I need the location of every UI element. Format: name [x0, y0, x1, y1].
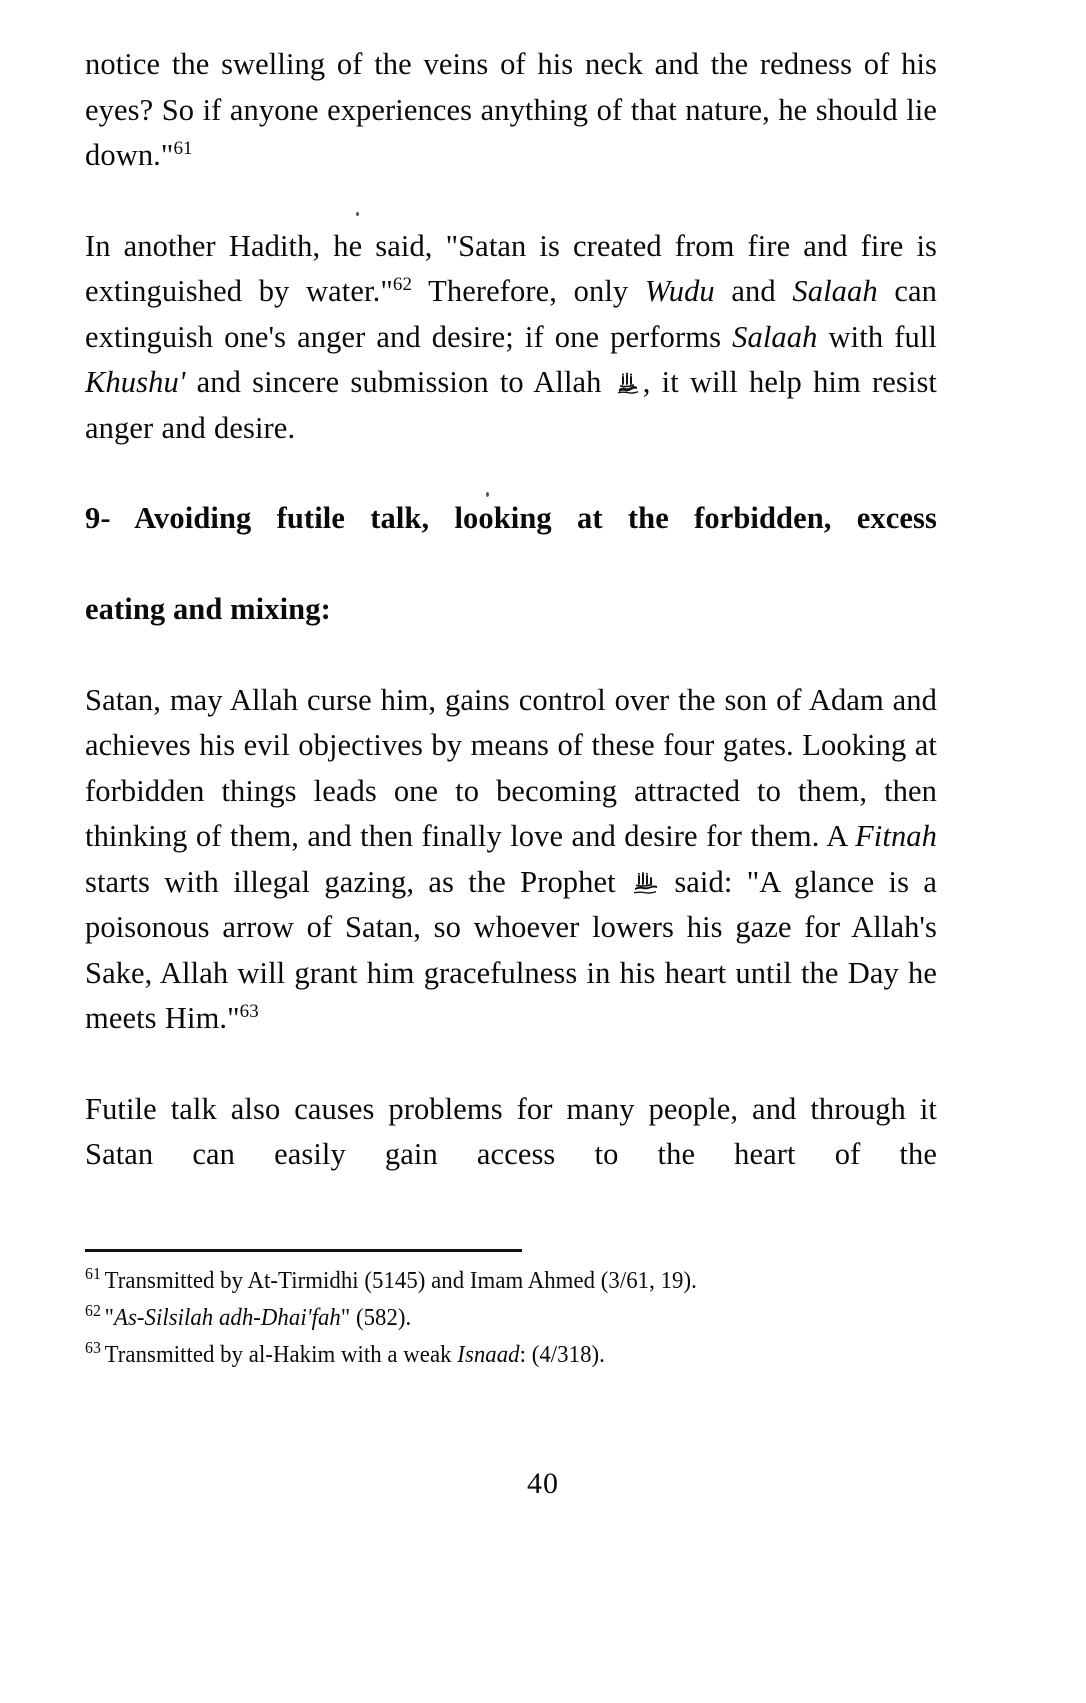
- footnote-ref-63[interactable]: 63: [239, 1000, 259, 1022]
- term-salaah-1: Salaah: [792, 274, 878, 308]
- footnote-62: [85, 1299, 885, 1336]
- paragraph-3-text-b: starts with illegal gazing, as the Prophet: [85, 864, 631, 899]
- paragraph-2-text-b: Therefore, only: [412, 274, 645, 308]
- paragraph-spacer-4: [85, 1042, 937, 1087]
- page-body: [85, 42, 937, 1223]
- paragraph-2-text-d: can extinguish one's anger and desire; if one performs: [85, 274, 937, 354]
- footnote-62-title: As-Silsilah adh-Dhai'fah: [113, 1304, 341, 1331]
- paragraph-2-text-a: In another Hadith, he said, "Satan is created from fire and fire is extinguished by water.": [85, 228, 937, 308]
- footnote-63: [85, 1336, 885, 1373]
- footnote-ref-62[interactable]: 62: [392, 273, 413, 295]
- section-heading: [85, 496, 937, 633]
- paragraph-2-text-g: , it will help him resist anger and desire.: [85, 365, 937, 445]
- footnote-61-marker: 61: [85, 1263, 101, 1283]
- paragraph-1-text: notice the swelling of the veins of his neck and the redness of his eyes? So if anyone experiences anything of that nature, he should lie down.": [85, 47, 937, 172]
- footnote-63-text-a: Transmitted by al-Hakim with a weak: [104, 1341, 458, 1368]
- footnote-62-ref: " (582).: [340, 1304, 412, 1331]
- footnote-separator-rule: [85, 1249, 522, 1252]
- paragraph-1: [85, 42, 937, 179]
- paragraph-4-text: Futile talk also causes problems for many people, and through it Satan can easily gain access to the heart of the: [85, 1091, 937, 1171]
- paragraph-4-line-1: [85, 1087, 937, 1224]
- term-wudu: Wudu: [644, 274, 715, 308]
- jalla-jalaluhu-honorific-icon: [615, 372, 641, 396]
- footnote-62-marker: 62: [85, 1300, 101, 1320]
- paragraph-3-text-c: said: "A glance is a poisonous arrow of Satan, so whoever lowers his gaze for Allah's Sake, Allah will grant him gracefulness in his heart until the Day he meets Him.": [85, 864, 937, 1035]
- term-salaah-2: Salaah: [732, 319, 818, 354]
- footnote-61: [85, 1262, 885, 1299]
- paragraph-3-text-a: Satan, may Allah curse him, gains control over the son of Adam and achieves his evil objectives by means of these four gates. Looking at forbidden things leads one to becoming attracted to them, then thinking of them, and then finally love and desire for them. A: [85, 682, 937, 853]
- paragraph-2-text-e: with full: [817, 319, 937, 354]
- paragraph-spacer-3: [85, 633, 937, 678]
- footnote-61-text: Transmitted by At-Tirmidhi (5145) and Imam Ahmed (3/61, 19).: [104, 1267, 697, 1294]
- footnote-62-quote-open: ": [104, 1304, 114, 1331]
- term-khushu: Khushu': [85, 365, 186, 399]
- paragraph-spacer-1: [85, 179, 937, 224]
- sallallahu-alayhi-wasallam-honorific-icon: [632, 872, 658, 896]
- term-fitnah: Fitnah: [855, 819, 937, 853]
- section-heading-line-2: eating and mixing:: [85, 592, 331, 626]
- paragraph-4: [85, 1087, 937, 1224]
- page-number: 40: [527, 1467, 559, 1500]
- footnote-63-term-isnaad: Isnaad: [457, 1341, 520, 1368]
- footnote-list: [85, 1262, 945, 1373]
- paragraph-2-text-f: and sincere submission to Allah: [185, 365, 613, 399]
- footnote-63-text-b: : (4/318).: [519, 1341, 605, 1368]
- footnote-ref-61[interactable]: 61: [173, 137, 193, 159]
- footnote-63-marker: 63: [85, 1337, 101, 1357]
- paragraph-3: [85, 678, 937, 1042]
- paragraph-2: [85, 224, 937, 452]
- section-heading-line-1: 9- Avoiding futile talk, looking at the forbidden, excess: [85, 501, 937, 535]
- paragraph-spacer-2: [85, 451, 937, 496]
- paragraph-2-text-c: and: [714, 274, 793, 308]
